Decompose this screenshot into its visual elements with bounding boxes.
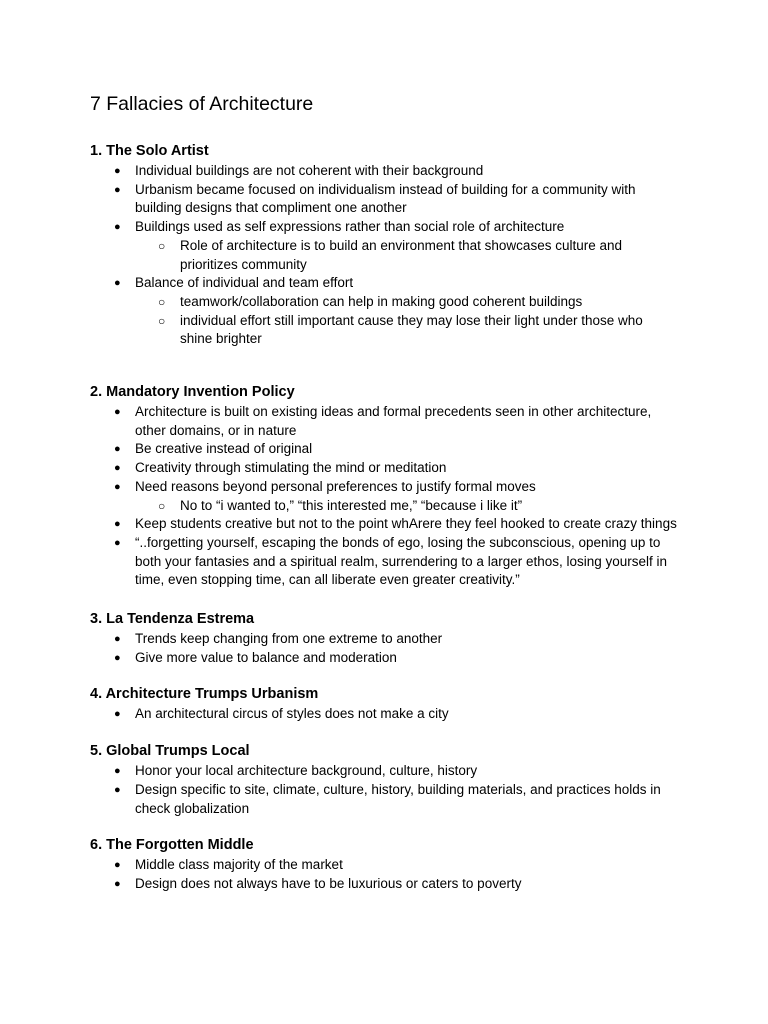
list-item [90,181,678,218]
list-item-text: Design specific to site, climate, culture, history, building materials, and practices holds in check globalization [135,781,661,816]
bullet-icon: ● [114,651,121,664]
list-item-text: Need reasons beyond personal preferences to justify formal moves [135,478,536,494]
sub-list-item-text: No to “i wanted to,” “this interested me,” “because i like it” [180,497,523,513]
hollow-bullet-icon: ○ [158,313,166,328]
hollow-bullet-icon: ○ [158,294,166,309]
sub-list-item [135,237,678,274]
document-title: 7 Fallacies of Architecture [90,93,314,115]
bullet-icon: ● [114,859,121,872]
list-item [90,781,678,818]
hollow-bullet-icon: ○ [158,238,166,253]
bullet-list [90,705,678,724]
bullet-icon: ● [114,765,121,778]
section-global-trumps-local [90,742,678,818]
list-item [90,515,678,534]
hollow-bullet-icon: ○ [158,498,166,513]
section-heading: 2. Mandatory Invention Policy [90,384,295,401]
bullet-icon: ● [114,536,121,549]
bullet-icon: ● [114,877,121,890]
sub-bullet-list [135,237,678,274]
section-heading: 6. The Forgotten Middle [90,837,254,854]
list-item-text: Give more value to balance and moderation [135,649,397,665]
list-item [90,630,678,649]
list-item-text: An architectural circus of styles does not make a city [135,706,449,722]
bullet-icon: ● [114,518,121,531]
bullet-icon: ● [114,462,121,475]
list-item-text: Trends keep changing from one extreme to another [135,631,443,647]
section-heading: 1. The Solo Artist [90,143,209,159]
list-item [90,856,678,875]
list-item [90,762,678,781]
bullet-icon: ● [114,277,121,290]
list-item-text: Honor your local architecture background, culture, history [135,763,478,779]
list-item-text: Design does not always have to be luxurious or caters to poverty [135,875,522,891]
list-item [90,534,678,590]
list-item-text: Balance of individual and team effort [135,275,354,291]
sub-list-item-text: Role of architecture is to build an environment that showcases culture and prioritizes community [180,237,622,272]
section-solo-artist [90,142,678,349]
list-item [90,403,678,440]
list-item-text: Urbanism became focused on individualism instead of building for a community with building designs that compliment one another [135,181,636,216]
list-item-text: Architecture is built on existing ideas and formal precedents seen in other architecture, other domains, or in nature [135,404,652,438]
bullet-icon: ● [114,183,121,196]
section-the-forgotten-middle [90,836,678,893]
bullet-list [90,162,678,349]
list-item [90,218,678,274]
section-heading: 5. Global Trumps Local [90,743,250,760]
sub-list-item-text: teamwork/collaboration can help in making good coherent buildings [180,293,583,309]
list-item-text: Be creative instead of original [135,441,313,457]
section-architecture-trumps-urbanism [90,685,678,724]
list-item-text: “..forgetting yourself, escaping the bonds of ego, losing the subconscious, opening up to both your fantasies and a spiritual realm, surrendering to a larger ethos, losing yourself in time, even stopping time, can all liberate even greater creativity.” [135,534,668,588]
list-item [90,440,678,459]
list-item [90,705,678,724]
section-la-tendenza-estrema [90,610,678,667]
list-item-text: Individual buildings are not coherent with their background [135,163,484,178]
list-item [90,875,678,894]
sub-list-item [135,312,678,349]
list-item [90,478,678,515]
bullet-list [90,856,678,893]
bullet-list [90,630,678,667]
bullet-list [90,762,678,818]
sub-list-item [135,293,678,312]
list-item-text: Creativity through stimulating the mind or meditation [135,460,447,476]
list-item [90,459,678,478]
section-mandatory-invention-policy [90,383,678,590]
bullet-icon: ● [114,708,121,721]
sub-list-item [135,497,678,516]
bullet-icon: ● [114,633,121,646]
bullet-list [90,403,678,590]
list-item-text: Middle class majority of the market [135,857,343,873]
list-item [90,274,678,349]
section-heading: 3. La Tendenza Estrema [90,611,255,628]
list-item [90,162,678,181]
sub-bullet-list [135,293,678,349]
section-heading: 4. Architecture Trumps Urbanism [90,686,319,703]
list-item-text: Keep students creative but not to the point whArere they feel hooked to create crazy things [135,516,677,532]
sub-list-item-text: individual effort still important cause they may lose their light under those who shine brighter [180,312,643,347]
bullet-icon: ● [114,406,121,419]
bullet-icon: ● [114,221,121,234]
list-item [90,649,678,668]
bullet-icon: ● [114,783,121,796]
list-item-text: Buildings used as self expressions rather than social role of architecture [135,219,565,235]
bullet-icon: ● [114,443,121,456]
bullet-icon: ● [114,165,121,177]
sub-bullet-list [135,497,678,516]
bullet-icon: ● [114,480,121,493]
